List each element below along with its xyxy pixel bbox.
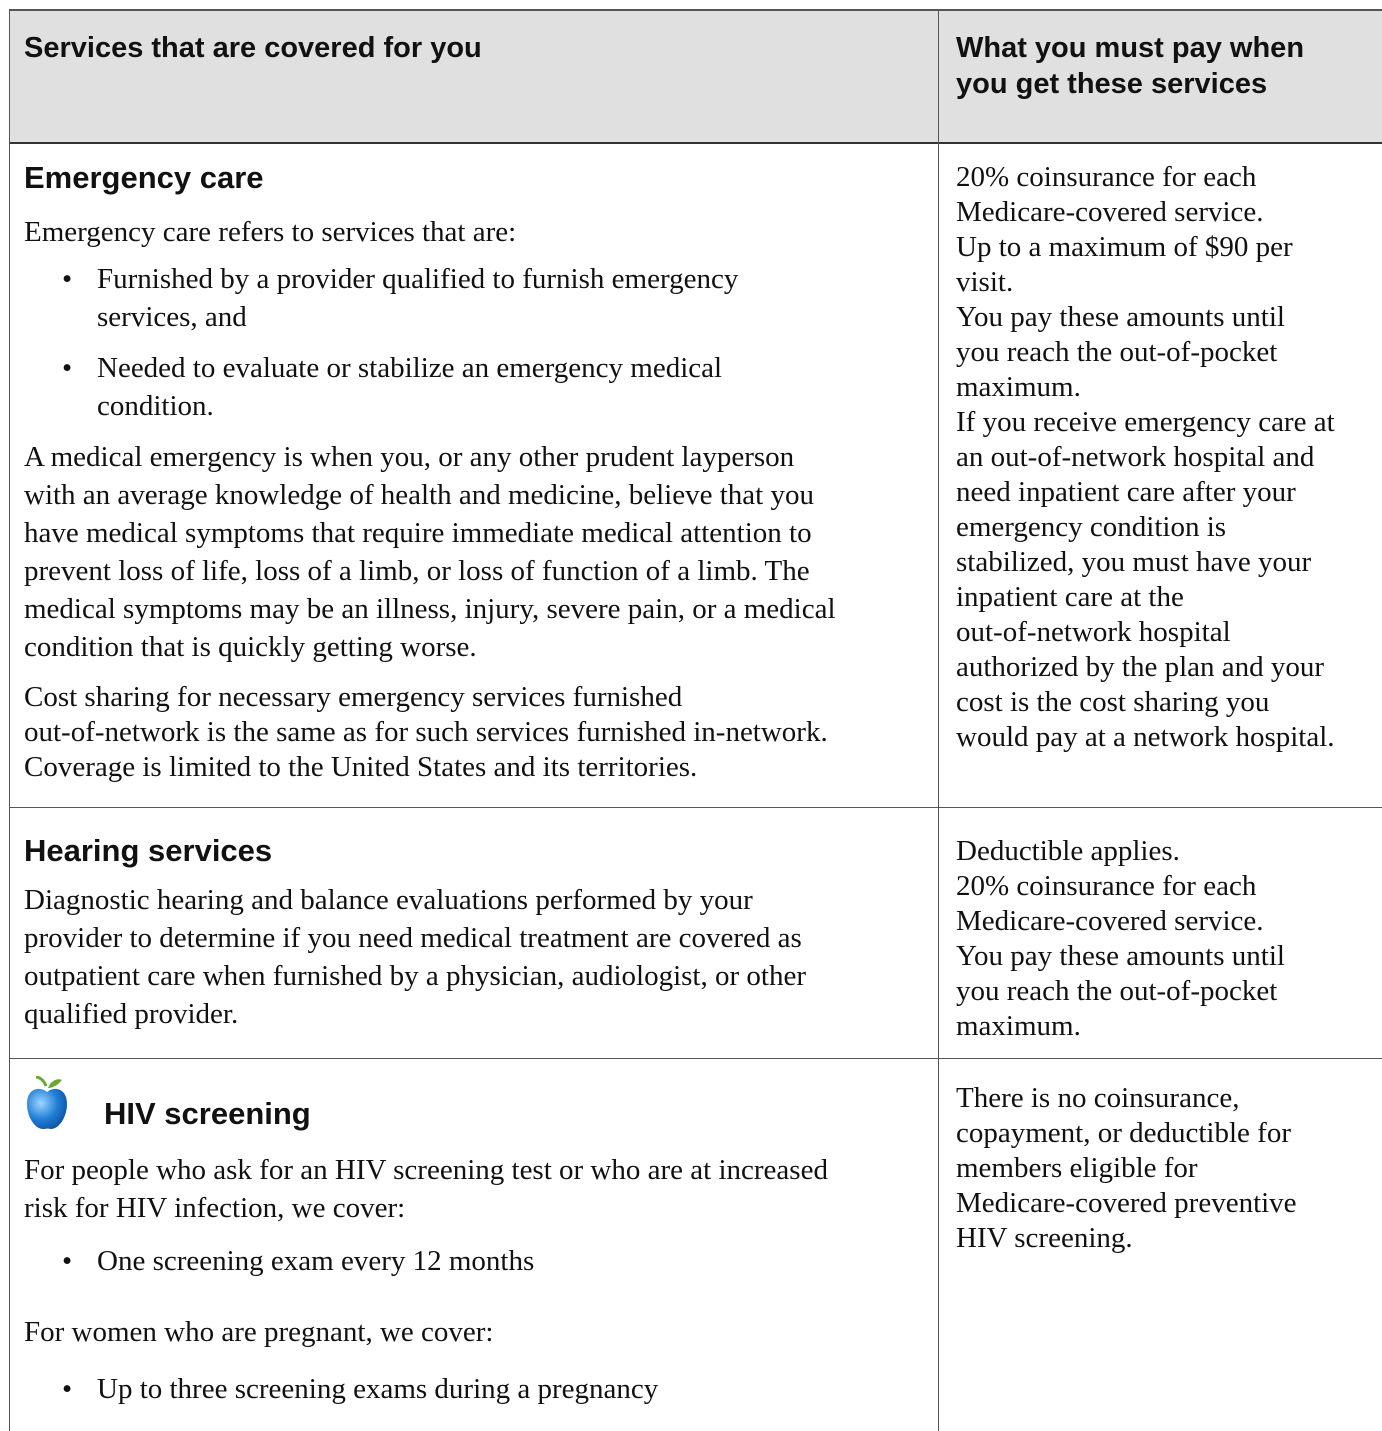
text-line: Medicare-covered service. — [956, 196, 1264, 228]
text-line: inpatient care at the — [956, 581, 1184, 613]
text-line: Cost sharing for necessary emergency services furnished — [24, 681, 683, 713]
text-line: Medicare-covered service. — [956, 905, 1264, 937]
emergency-care-services-cell — [24, 160, 934, 785]
bullet-item — [0, 260, 934, 336]
bullet-glyph: • — [62, 352, 73, 384]
text-line: risk for HIV infection, we cover: — [24, 1192, 406, 1224]
bullet-text-line: Up to three screening exams during a pregnancy — [97, 1373, 659, 1405]
bullet-item — [0, 1242, 934, 1280]
text-line: members eligible for — [956, 1152, 1198, 1184]
header-payment — [956, 30, 1304, 102]
bullet-text-line: Needed to evaluate or stabilize an emergency medical — [97, 352, 723, 384]
text-line: copayment, or deductible for — [956, 1117, 1291, 1149]
text-line: have medical symptoms that require immediate medical attention to — [24, 517, 812, 549]
header-services: Services that are covered for you — [24, 32, 482, 64]
text-line: You pay these amounts until — [956, 940, 1285, 972]
text-line: A medical emergency is when you, or any other prudent layperson — [24, 441, 795, 473]
text-line: provider to determine if you need medical treatment are covered as — [24, 922, 802, 954]
emergency-definition — [24, 438, 934, 666]
text-line: authorized by the plan and your — [956, 651, 1325, 683]
hiv-screening-cell — [24, 1151, 934, 1408]
text-line: 20% coinsurance for each — [956, 161, 1257, 193]
hiv-screening-payment-cell — [956, 1081, 1380, 1256]
text-line: Deductible applies. — [956, 835, 1180, 867]
text-line: maximum. — [956, 371, 1081, 403]
bullet-item — [0, 349, 934, 425]
row-title: Hearing services — [24, 833, 273, 868]
emergency-care-payment-cell — [956, 160, 1380, 755]
table-top-border — [10, 9, 1382, 11]
bullet-text-line: One screening exam every 12 months — [97, 1245, 535, 1277]
text-line: Coverage is limited to the United States and its territories. — [24, 751, 698, 783]
bullet-text-line: condition. — [97, 390, 214, 422]
text-line: For people who ask for an HIV screening test or who are at increased — [24, 1154, 828, 1186]
text-line: emergency condition is — [956, 511, 1227, 543]
text-line: out-of-network hospital — [956, 616, 1231, 648]
bullet-glyph: • — [62, 263, 73, 295]
hearing-services-payment-cell — [956, 834, 1380, 1044]
header-bottom-border — [10, 142, 1382, 144]
text-line: Up to a maximum of $90 per — [956, 231, 1293, 263]
apple-icon — [24, 1076, 70, 1132]
text-line: out-of-network is the same as for such services furnished in-network. — [24, 716, 828, 748]
text-line: cost is the cost sharing you — [956, 686, 1270, 718]
row-divider — [10, 1058, 1382, 1059]
bullet-item — [0, 1370, 934, 1408]
text-line: visit. — [956, 266, 1014, 298]
text-line: with an average knowledge of health and medicine, believe that you — [24, 479, 814, 511]
text-line: prevent loss of life, loss of a limb, or loss of function of a limb. The — [24, 555, 810, 587]
text-line: outpatient care when furnished by a physician, audiologist, or other — [24, 960, 806, 992]
cost-sharing-note — [24, 680, 934, 785]
hearing-services-cell — [24, 833, 934, 1033]
text-line: Medicare-covered preventive — [956, 1187, 1297, 1219]
text-line: qualified provider. — [24, 998, 239, 1030]
column-divider — [938, 9, 939, 1431]
header-payment-line: you get these services — [956, 68, 1268, 100]
text-line: an out-of-network hospital and — [956, 441, 1315, 473]
text-line: medical symptoms may be an illness, injury, severe pain, or a medical — [24, 593, 836, 625]
text-line: There is no coinsurance, — [956, 1082, 1240, 1114]
text-line: maximum. — [956, 1010, 1081, 1042]
bullet-text-line: Furnished by a provider qualified to furnish emergency — [97, 263, 739, 295]
text-line: Diagnostic hearing and balance evaluations performed by your — [24, 884, 753, 916]
text-line: condition that is quickly getting worse. — [24, 631, 477, 663]
row-intro: Emergency care refers to services that are: — [24, 216, 517, 248]
hiv-intro-pregnant: For women who are pregnant, we cover: — [24, 1316, 494, 1348]
hearing-description — [24, 881, 934, 1033]
text-line: would pay at a network hospital. — [956, 721, 1335, 753]
text-line: stabilized, you must have your — [956, 546, 1312, 578]
text-line: 20% coinsurance for each — [956, 870, 1257, 902]
hiv-intro — [24, 1151, 934, 1227]
text-line: need inpatient care after your — [956, 476, 1296, 508]
text-line: You pay these amounts until — [956, 301, 1285, 333]
header-payment-line: What you must pay when — [956, 32, 1305, 64]
text-line: If you receive emergency care at — [956, 406, 1335, 438]
bullet-glyph: • — [62, 1373, 73, 1405]
text-line: you reach the out-of-pocket — [956, 975, 1278, 1007]
bullet-text-line: services, and — [97, 301, 247, 333]
table-left-border — [9, 9, 10, 1431]
text-line: you reach the out-of-pocket — [956, 336, 1278, 368]
row-title: HIV screening — [104, 1096, 311, 1131]
row-divider — [10, 807, 1382, 808]
text-line: HIV screening. — [956, 1222, 1133, 1254]
bullet-glyph: • — [62, 1245, 73, 1277]
row-title: Emergency care — [24, 160, 264, 195]
